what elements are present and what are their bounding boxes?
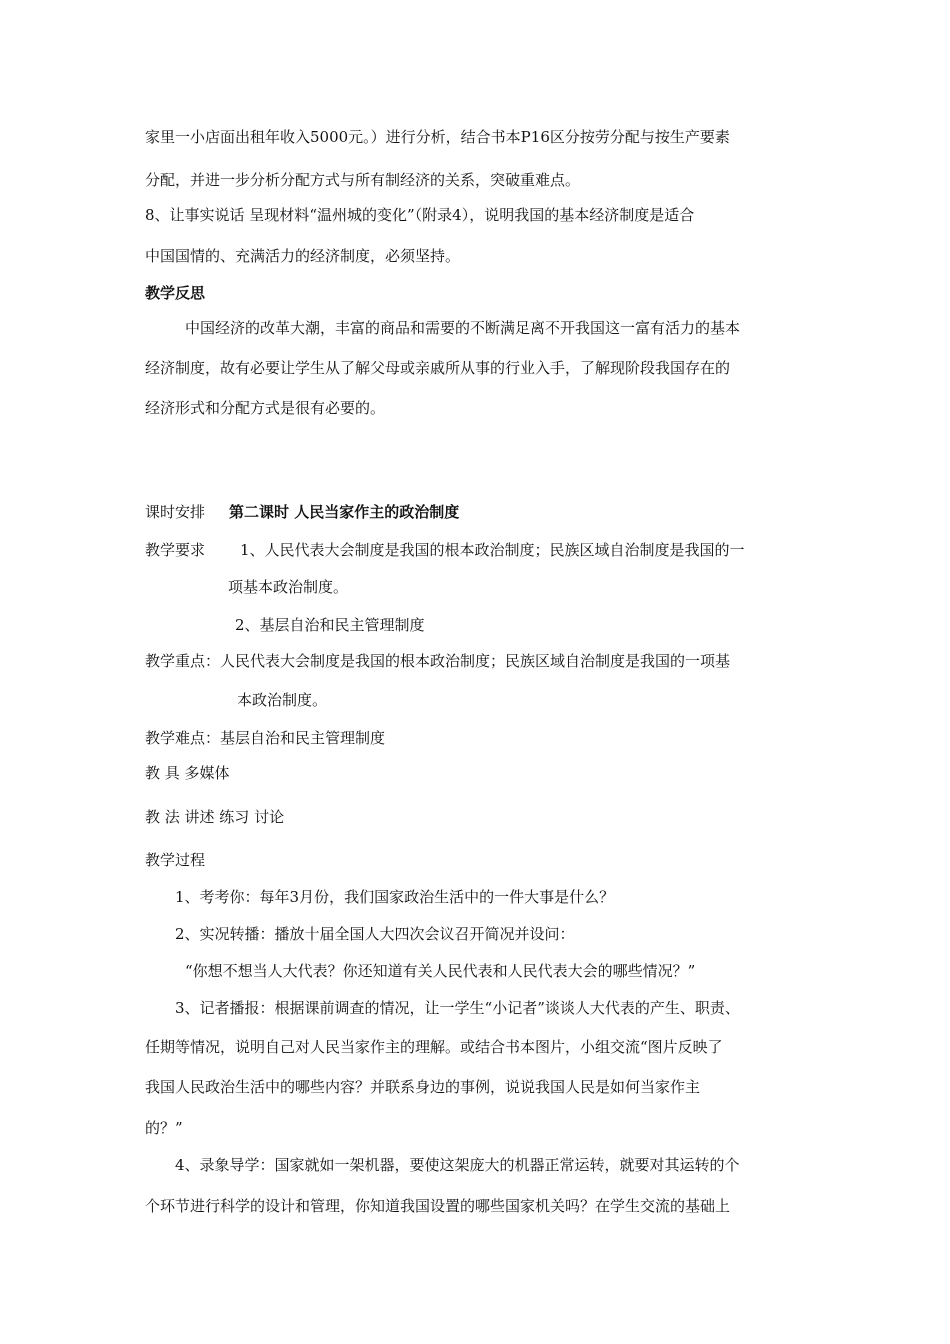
difficulty: 教学难点：基层自治和民主管理制度	[145, 729, 386, 747]
teaching-tools: 教 具 多媒体	[145, 764, 230, 782]
item-8-line: 8、让事实说话 呈现材料“温州城的变化”（附录4），说明我国的基本经济制度是适合	[145, 206, 695, 224]
section-heading: 教学反思	[145, 284, 206, 302]
process-step: 4、录象导学：国家就如一架机器，要使这架庞大的机器正常运转，就要对其运转的个	[175, 1156, 740, 1174]
schedule-label: 课时安排	[145, 503, 206, 521]
process-label: 教学过程	[145, 851, 206, 869]
process-step: 1、考考你：每年3月份，我们国家政治生活中的一件大事是什么？	[175, 888, 615, 906]
text-line: 中国国情的、充满活力的经济制度，必须坚持。	[145, 247, 461, 265]
teaching-methods: 教 法 讲述 练习 讨论	[145, 808, 285, 826]
process-step-cont: 我国人民政治生活中的哪些内容？并联系身边的事例，说说我国人民是如何当家作主	[145, 1078, 701, 1096]
requirements-label: 教学要求	[145, 541, 206, 559]
process-step: 3、记者播报：根据课前调查的情况，让一学生“小记者”谈谈人大代表的产生、职责、	[175, 999, 740, 1017]
process-quote: “你想不想当人大代表？你还知道有关人民代表和人民代表大会的哪些情况？”	[185, 962, 696, 980]
requirement-item-cont: 项基本政治制度。	[228, 578, 349, 596]
paragraph-line: 经济制度，故有必要让学生从了解父母或亲戚所从事的行业入手，了解现阶段我国存在的	[145, 359, 731, 377]
text-line: 分配，并进一步分析分配方式与所有制经济的关系，突破重难点。	[145, 171, 581, 189]
paragraph-line: 经济形式和分配方式是很有必要的。	[145, 399, 386, 417]
text-line: 家里一小店面出租年收入5000元。）进行分析，结合书本P16区分按劳分配与按生产要素	[145, 128, 730, 146]
process-step-cont: 任期等情况，说明自己对人民当家作主的理解。或结合书本图片，小组交流“图片反映了	[145, 1038, 723, 1056]
requirement-item: 1、人民代表大会制度是我国的根本政治制度；民族区域自治制度是我国的一	[240, 541, 745, 559]
key-points: 教学重点：人民代表大会制度是我国的根本政治制度；民族区域自治制度是我国的一项基	[145, 652, 731, 670]
paragraph-line: 中国经济的改革大潮，丰富的商品和需要的不断满足离不开我国这一富有活力的基本	[185, 319, 741, 337]
requirement-item: 2、基层自治和民主管理制度	[235, 616, 425, 634]
key-points-cont: 本政治制度。	[237, 691, 328, 709]
lesson-title: 第二课时 人民当家作主的政治制度	[229, 503, 460, 521]
process-step-cont: 个环节进行科学的设计和管理，你知道我国设置的哪些国家机关吗？在学生交流的基础上	[145, 1197, 731, 1215]
process-step: 2、实况转播：播放十届全国人大四次会议召开简况并设问：	[175, 925, 575, 943]
process-step-cont: 的？”	[145, 1119, 183, 1137]
